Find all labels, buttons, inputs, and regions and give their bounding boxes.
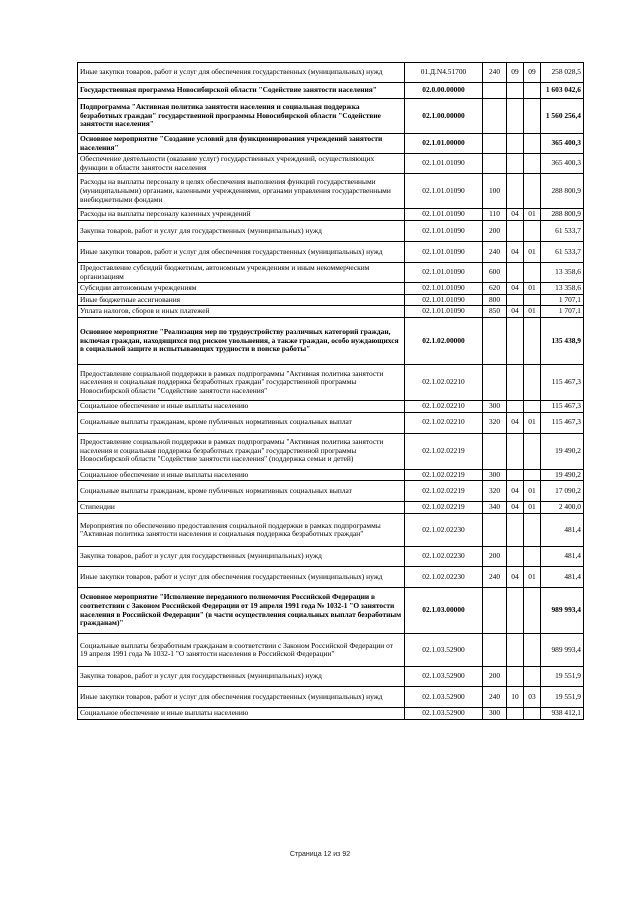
row-name-cell: Социальные выплаты гражданам, кроме публичных нормативных социальных выплат (78, 481, 405, 502)
table-row (78, 317, 584, 364)
row-subsection-cell (524, 317, 541, 364)
row-amount-cell: 938 412,1 (541, 708, 584, 720)
row-code-cell: 02.1.02.02219 (405, 469, 483, 481)
row-amount-cell: 1 603 042,6 (541, 83, 584, 99)
row-code-cell: 02.1.02.02230 (405, 547, 483, 567)
row-section-cell: 04 (507, 412, 524, 433)
row-name-cell: Иные закупки товаров, работ и услуг для обеспечения государственных (муниципальных) нужд (78, 687, 405, 708)
row-expense-type-cell (483, 134, 507, 154)
row-section-cell (507, 667, 524, 687)
row-name-cell: Основное мероприятие "Создание условий для функционирования учреждений занятости населения" (78, 134, 405, 154)
row-subsection-cell (524, 514, 541, 547)
row-code-cell: 02.1.02.02219 (405, 502, 483, 514)
row-expense-type-cell: 200 (483, 667, 507, 687)
row-subsection-cell (524, 667, 541, 687)
row-subsection-cell: 01 (524, 481, 541, 502)
row-code-cell: 02.1.02.02210 (405, 412, 483, 433)
row-expense-type-cell: 240 (483, 63, 507, 83)
row-amount-cell: 115 467,3 (541, 400, 584, 412)
row-amount-cell: 61 533,7 (541, 241, 584, 262)
row-section-cell (507, 547, 524, 567)
row-code-cell: 02.1.02.02219 (405, 481, 483, 502)
page-number: Страница 12 из 92 (289, 851, 351, 858)
row-expense-type-cell: 850 (483, 306, 507, 318)
row-name-cell: Закупка товаров, работ и услуг для государственных (муниципальных) нужд (78, 667, 405, 687)
table-row (78, 588, 584, 634)
row-amount-cell: 13 358,6 (541, 283, 584, 295)
row-amount-cell: 481,4 (541, 547, 584, 567)
row-expense-type-cell: 300 (483, 469, 507, 481)
row-section-cell (507, 154, 524, 174)
row-subsection-cell: 01 (524, 567, 541, 588)
table-row (78, 63, 584, 83)
row-name-cell: Предоставление субсидий бюджетным, автономным учреждениям и иным некоммерческим организациям (78, 262, 405, 282)
row-expense-type-cell (483, 433, 507, 469)
row-subsection-cell (524, 469, 541, 481)
row-name-cell: Государственная программа Новосибирской области "Содействие занятости населения" (78, 83, 405, 99)
row-expense-type-cell: 600 (483, 262, 507, 282)
row-code-cell: 02.1.01.01090 (405, 262, 483, 282)
row-amount-cell: 19 490,2 (541, 433, 584, 469)
row-section-cell (507, 134, 524, 154)
row-name-cell: Уплата налогов, сборов и иных платежей (78, 306, 405, 318)
row-section-cell (507, 294, 524, 306)
row-subsection-cell: 03 (524, 687, 541, 708)
row-subsection-cell: 01 (524, 306, 541, 318)
row-amount-cell: 19 551,9 (541, 687, 584, 708)
row-expense-type-cell (483, 514, 507, 547)
row-section-cell (507, 174, 524, 209)
row-amount-cell: 13 358,6 (541, 262, 584, 282)
row-amount-cell: 288 800,9 (541, 174, 584, 209)
row-amount-cell: 258 028,5 (541, 63, 584, 83)
budget-table (77, 62, 584, 720)
row-code-cell: 02.1.02.02210 (405, 400, 483, 412)
row-section-cell: 04 (507, 209, 524, 221)
row-code-cell: 02.1.03.52900 (405, 667, 483, 687)
row-subsection-cell: 01 (524, 283, 541, 295)
row-name-cell: Социальное обеспечение и иные выплаты населению (78, 469, 405, 481)
row-amount-cell: 288 800,9 (541, 209, 584, 221)
row-subsection-cell (524, 262, 541, 282)
row-code-cell: 02.1.03.52900 (405, 708, 483, 720)
row-expense-type-cell: 300 (483, 708, 507, 720)
row-subsection-cell (524, 174, 541, 209)
row-subsection-cell: 01 (524, 412, 541, 433)
row-subsection-cell (524, 99, 541, 134)
row-amount-cell: 17 090,2 (541, 481, 584, 502)
row-name-cell: Расходы на выплаты персоналу в целях обеспечения выполнения функций государственными (муниципальными) органами, казенными учреждениями, органами управления государственными внебюджетными фондами (78, 174, 405, 209)
table-row (78, 99, 584, 134)
row-expense-type-cell (483, 99, 507, 134)
row-name-cell: Иные бюджетные ассигнования (78, 294, 405, 306)
row-subsection-cell: 01 (524, 502, 541, 514)
table-row (78, 687, 584, 708)
row-section-cell: 04 (507, 306, 524, 318)
row-expense-type-cell: 100 (483, 174, 507, 209)
row-subsection-cell (524, 134, 541, 154)
row-section-cell (507, 99, 524, 134)
row-section-cell (507, 433, 524, 469)
row-section-cell: 10 (507, 687, 524, 708)
row-code-cell: 02.1.02.02230 (405, 567, 483, 588)
row-amount-cell: 365 400,3 (541, 134, 584, 154)
row-name-cell: Обеспечение деятельности (оказание услуг) государственных учреждений, осуществляющих функции в области занятости населения (78, 154, 405, 174)
row-name-cell: Мероприятия по обеспечению предоставления социальной поддержки в рамках подпрограммы "Активная политика занятости населения и социальная поддержка безработных граждан" (78, 514, 405, 547)
row-expense-type-cell: 300 (483, 400, 507, 412)
row-expense-type-cell: 320 (483, 412, 507, 433)
row-section-cell: 04 (507, 481, 524, 502)
table-row (78, 220, 584, 241)
row-name-cell: Субсидии автономным учреждениям (78, 283, 405, 295)
row-subsection-cell (524, 588, 541, 634)
row-subsection-cell (524, 220, 541, 241)
table-row (78, 412, 584, 433)
row-name-cell: Предоставление социальной поддержки в рамках подпрограммы "Активная политика занятости населения и социальная поддержка безработных граждан" государственной программы Новосибирской области "Содействие занятости населения" (78, 364, 405, 400)
row-subsection-cell: 01 (524, 209, 541, 221)
row-code-cell: 02.1.01.01090 (405, 294, 483, 306)
row-expense-type-cell: 110 (483, 209, 507, 221)
row-name-cell: Социальные выплаты безработным гражданам в соответствии с Законом Российской Федерации от 19 апреля 1991 года № 1032-1 "О занятости населения в Российской Федерации" (78, 634, 405, 667)
table-row (78, 514, 584, 547)
table-row (78, 708, 584, 720)
row-section-cell (507, 588, 524, 634)
table-row (78, 433, 584, 469)
row-section-cell (507, 514, 524, 547)
row-name-cell: Предоставление социальной поддержки в рамках подпрограммы "Активная политика занятости населения и социальная поддержка безработных граждан" государственной программы Новосибирской области "Содействие занятости населения" (поддержка семьи и детей) (78, 433, 405, 469)
table-row (78, 502, 584, 514)
row-name-cell: Социальные выплаты гражданам, кроме публичных нормативных социальных выплат (78, 412, 405, 433)
table-row (78, 306, 584, 318)
row-code-cell: 02.0.00.00000 (405, 83, 483, 99)
row-expense-type-cell (483, 154, 507, 174)
row-name-cell: Расходы на выплаты персоналу казенных учреждений (78, 209, 405, 221)
table-row (78, 283, 584, 295)
row-code-cell: 02.1.00.00000 (405, 99, 483, 134)
row-expense-type-cell (483, 317, 507, 364)
row-amount-cell: 481,4 (541, 514, 584, 547)
row-expense-type-cell: 320 (483, 481, 507, 502)
row-section-cell (507, 83, 524, 99)
table-row (78, 667, 584, 687)
table-row (78, 83, 584, 99)
row-amount-cell: 2 400,0 (541, 502, 584, 514)
row-code-cell: 02.1.01.01090 (405, 154, 483, 174)
row-section-cell (507, 400, 524, 412)
row-code-cell: 02.1.02.02210 (405, 364, 483, 400)
table-row (78, 262, 584, 282)
row-name-cell: Основное мероприятие "Реализация мер по трудоустройству различных категорий граждан, включая граждан, находящихся под риском увольнения, а также граждан, особо нуждающихся в социальной защите и испытывающих трудности в поиске работы" (78, 317, 405, 364)
row-expense-type-cell (483, 364, 507, 400)
row-amount-cell: 19 551,9 (541, 667, 584, 687)
row-section-cell: 04 (507, 241, 524, 262)
row-amount-cell: 19 490,2 (541, 469, 584, 481)
row-amount-cell: 481,4 (541, 567, 584, 588)
row-section-cell (507, 262, 524, 282)
row-code-cell: 02.1.01.01090 (405, 209, 483, 221)
table-row (78, 134, 584, 154)
row-subsection-cell (524, 364, 541, 400)
row-section-cell: 04 (507, 567, 524, 588)
row-code-cell: 02.1.02.02219 (405, 433, 483, 469)
row-expense-type-cell: 200 (483, 220, 507, 241)
row-section-cell (507, 364, 524, 400)
row-expense-type-cell: 240 (483, 687, 507, 708)
row-amount-cell: 989 993,4 (541, 634, 584, 667)
row-name-cell: Социальное обеспечение и иные выплаты населению (78, 400, 405, 412)
row-name-cell: Иные закупки товаров, работ и услуг для обеспечения государственных (муниципальных) нужд (78, 567, 405, 588)
row-code-cell: 02.1.01.01090 (405, 306, 483, 318)
row-amount-cell: 61 533,7 (541, 220, 584, 241)
table-row (78, 174, 584, 209)
row-subsection-cell (524, 400, 541, 412)
row-subsection-cell: 01 (524, 241, 541, 262)
row-section-cell: 09 (507, 63, 524, 83)
row-expense-type-cell: 240 (483, 241, 507, 262)
table-row (78, 469, 584, 481)
row-name-cell: Закупка товаров, работ и услуг для государственных (муниципальных) нужд (78, 220, 405, 241)
table-row (78, 241, 584, 262)
row-code-cell: 02.1.01.01090 (405, 220, 483, 241)
row-subsection-cell (524, 294, 541, 306)
row-expense-type-cell: 340 (483, 502, 507, 514)
row-subsection-cell (524, 708, 541, 720)
table-row (78, 364, 584, 400)
table-row (78, 547, 584, 567)
table-row (78, 294, 584, 306)
row-name-cell: Иные закупки товаров, работ и услуг для обеспечения государственных (муниципальных) нужд (78, 241, 405, 262)
row-section-cell (507, 469, 524, 481)
row-section-cell: 04 (507, 283, 524, 295)
row-subsection-cell (524, 83, 541, 99)
row-code-cell: 01.Д.N4.51700 (405, 63, 483, 83)
row-expense-type-cell: 200 (483, 547, 507, 567)
table-row (78, 209, 584, 221)
row-name-cell: Основное мероприятие "Исполнение переданного полномочия Российской Федерации в соответствии с Законом Российской Федерации от 19 апреля 1991 года № 1032-1 "О занятости населения в Российской Федерации" (в части осуществления социальных выплат безработным гражданам)" (78, 588, 405, 634)
row-code-cell: 02.1.02.00000 (405, 317, 483, 364)
row-amount-cell: 1 560 256,4 (541, 99, 584, 134)
row-expense-type-cell: 240 (483, 567, 507, 588)
row-expense-type-cell: 800 (483, 294, 507, 306)
table-row (78, 634, 584, 667)
row-amount-cell: 365 400,3 (541, 154, 584, 174)
row-expense-type-cell (483, 83, 507, 99)
row-code-cell: 02.1.01.01090 (405, 174, 483, 209)
row-code-cell: 02.1.01.01090 (405, 283, 483, 295)
table-body (78, 63, 584, 720)
row-code-cell: 02.1.02.02230 (405, 514, 483, 547)
row-code-cell: 02.1.01.01090 (405, 241, 483, 262)
row-name-cell: Иные закупки товаров, работ и услуг для обеспечения государственных (муниципальных) нужд (78, 63, 405, 83)
row-name-cell: Закупка товаров, работ и услуг для государственных (муниципальных) нужд (78, 547, 405, 567)
row-name-cell: Подпрограмма "Активная политика занятости населения и социальная поддержка безработных граждан" государственной программы Новосибирской области "Содействие занятости населения" (78, 99, 405, 134)
row-section-cell: 04 (507, 502, 524, 514)
row-subsection-cell (524, 154, 541, 174)
row-amount-cell: 989 993,4 (541, 588, 584, 634)
table-row (78, 567, 584, 588)
row-section-cell (507, 317, 524, 364)
row-amount-cell: 135 438,9 (541, 317, 584, 364)
row-code-cell: 02.1.03.00000 (405, 588, 483, 634)
row-code-cell: 02.1.03.52900 (405, 687, 483, 708)
row-subsection-cell (524, 433, 541, 469)
row-subsection-cell (524, 547, 541, 567)
table-row (78, 481, 584, 502)
row-section-cell (507, 708, 524, 720)
row-amount-cell: 1 707,1 (541, 294, 584, 306)
row-expense-type-cell (483, 634, 507, 667)
row-expense-type-cell (483, 588, 507, 634)
row-amount-cell: 1 707,1 (541, 306, 584, 318)
table-row (78, 154, 584, 174)
row-section-cell (507, 220, 524, 241)
row-amount-cell: 115 467,3 (541, 412, 584, 433)
row-name-cell: Стипендии (78, 502, 405, 514)
row-code-cell: 02.1.03.52900 (405, 634, 483, 667)
row-code-cell: 02.1.01.00000 (405, 134, 483, 154)
row-subsection-cell (524, 634, 541, 667)
row-amount-cell: 115 467,3 (541, 364, 584, 400)
row-expense-type-cell: 620 (483, 283, 507, 295)
row-subsection-cell: 09 (524, 63, 541, 83)
table-row (78, 400, 584, 412)
row-name-cell: Социальное обеспечение и иные выплаты населению (78, 708, 405, 720)
row-section-cell (507, 634, 524, 667)
